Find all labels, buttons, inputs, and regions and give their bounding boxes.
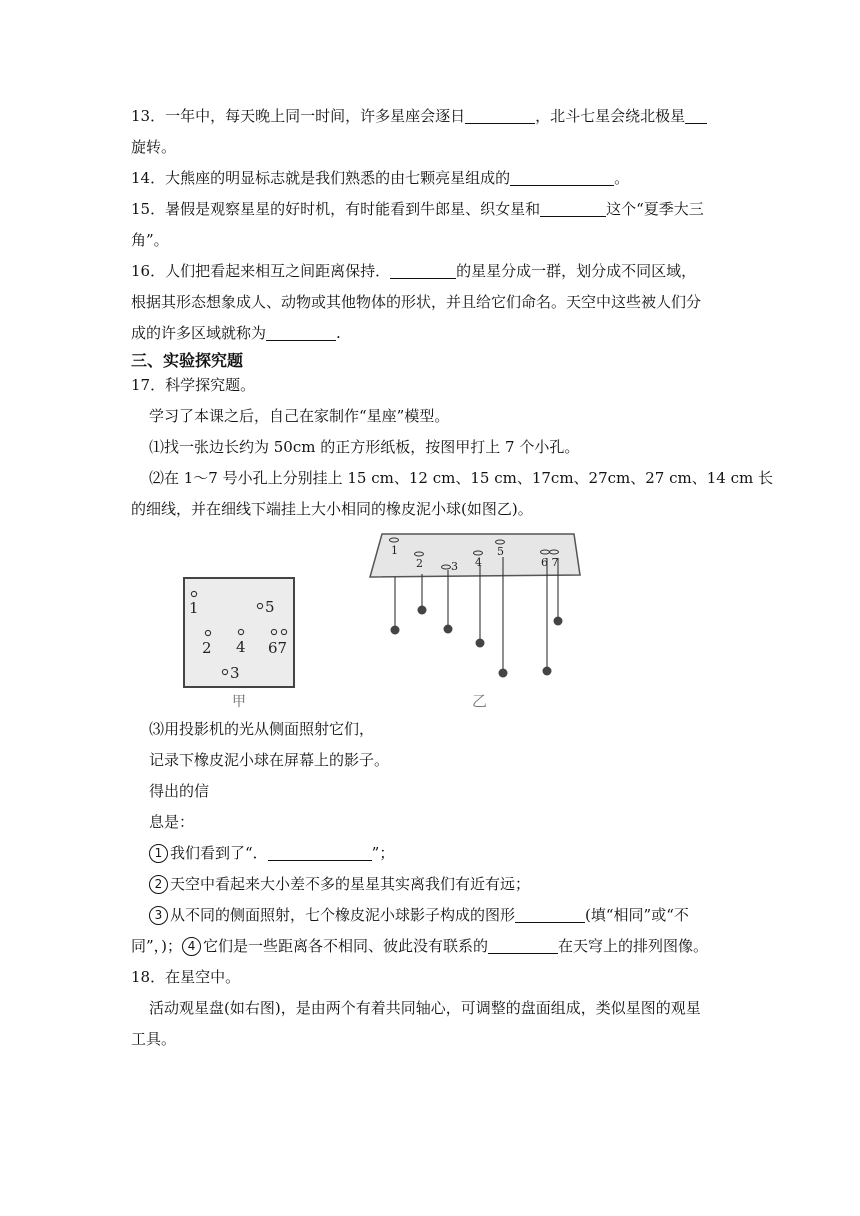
answer-blank[interactable] [685, 107, 707, 124]
hole-label-4: 4 [236, 638, 246, 656]
figure-caption-jia: 甲 [232, 694, 246, 708]
hole-label-1: 1 [189, 599, 199, 617]
question-13-line-1: 13．一年中，每天晚上同一时间，许多星座会逐日 ，北斗七星会绕北极星 [131, 106, 707, 126]
clay-ball-6 [543, 667, 552, 676]
figure-jia [180, 574, 300, 708]
question-17-intro: 学习了本课之后，自己在家制作“星座”模型。 [149, 407, 450, 425]
question-17-step-2-line-1: ⑵在 1～7 号小孔上分别挂上 15 cm、12 cm、15 cm、17cm、27cm、27 cm、14 cm 长 [149, 469, 773, 487]
hole-label-4: 4 [475, 556, 482, 569]
question-17-info-1: 得出的信 [149, 782, 210, 800]
question-17-point-1: 1 我们看到了“． ”； [149, 843, 394, 863]
circled-number-2: 2 [149, 875, 168, 894]
question-17-point-2: 2 天空中看起来大小差不多的星星其实离我们有近有远； [149, 874, 530, 894]
answer-blank[interactable] [510, 169, 614, 186]
answer-blank[interactable] [266, 324, 336, 341]
answer-blank[interactable] [465, 107, 535, 124]
question-15-line-1: 15．暑假是观察星星的好时机，有时能看到牛郎星、织女星和 这个“夏季大三 [131, 200, 704, 218]
hole-label-67: 67 [268, 639, 288, 657]
question-14: 14．大熊座的明显标志就是我们熟悉的由七颗亮星组成的 。 [131, 169, 630, 187]
clay-ball-5 [499, 669, 508, 678]
question-17-step-3: ⑶用投影机的光从侧面照射它们， [149, 720, 375, 738]
clay-ball-4 [476, 639, 485, 648]
question-17-point-3: 3 从不同的侧面照射，七个橡皮泥小球影子构成的图形 (填“相同”或“不 [149, 905, 689, 925]
answer-blank[interactable] [515, 906, 585, 923]
clay-ball-2 [418, 606, 427, 615]
question-16-line-1: 16．人们把看起来相互之间距离保持． 的星星分成一群，划分成不同区域， [131, 262, 697, 280]
circled-number-1: 1 [149, 844, 168, 863]
question-17-title: 17．科学探究题。 [131, 376, 256, 394]
hole-label-5: 5 [497, 545, 504, 558]
hole-label-2: 2 [202, 639, 212, 657]
question-18-line-2: 工具。 [131, 1030, 177, 1048]
question-17-point-4: 同”，)； 4 它们是一些距离各不相同、彼此没有联系的 在天穹上的排列图像。 [131, 937, 709, 955]
hole-label-1: 1 [391, 544, 398, 557]
circled-number-3: 3 [149, 906, 168, 925]
question-18-title: 18．在星空中。 [131, 968, 241, 986]
circled-number-4: 4 [182, 937, 201, 956]
question-17-step-2-line-2: 的细线，并在细线下端挂上大小相同的橡皮泥小球(如图乙)。 [131, 500, 533, 518]
hole-label-2: 2 [416, 557, 423, 570]
clay-ball-7 [554, 617, 563, 626]
hole-label-3: 3 [451, 560, 458, 573]
question-13-line-2: 旋转。 [131, 138, 177, 156]
question-17-record: 记录下橡皮泥小球在屏幕上的影子。 [149, 751, 390, 769]
clay-ball-3 [444, 625, 453, 634]
figure-caption-yi: 乙 [472, 692, 488, 710]
hole-label-67: 6 7 [541, 556, 559, 569]
question-16-line-2: 根据其形态想象成人、动物或其他物体的形状，并且给它们命名。天空中这些被人们分 [131, 293, 702, 311]
question-18-line-1: 活动观星盘(如右图)，是由两个有着共同轴心，可调整的盘面组成，类似星图的观星 [149, 999, 701, 1017]
clay-ball-1 [391, 626, 400, 635]
question-15-line-2: 角”。 [131, 231, 169, 249]
figure-yi [366, 530, 592, 712]
question-17-step-1: ⑴找一张边长约为 50cm 的正方形纸板，按图甲打上 7 个小孔。 [149, 438, 580, 456]
question-17-info-2: 息是： [149, 813, 195, 831]
section-heading: 三、实验探究题 [131, 351, 244, 370]
answer-blank[interactable] [540, 200, 606, 217]
question-16-line-3: 成的许多区域就称为 . [131, 324, 341, 342]
answer-blank[interactable] [488, 937, 558, 954]
hole-label-5: 5 [265, 598, 275, 616]
hole-label-3: 3 [230, 664, 240, 682]
answer-blank[interactable] [268, 844, 372, 861]
answer-blank[interactable] [390, 262, 456, 279]
